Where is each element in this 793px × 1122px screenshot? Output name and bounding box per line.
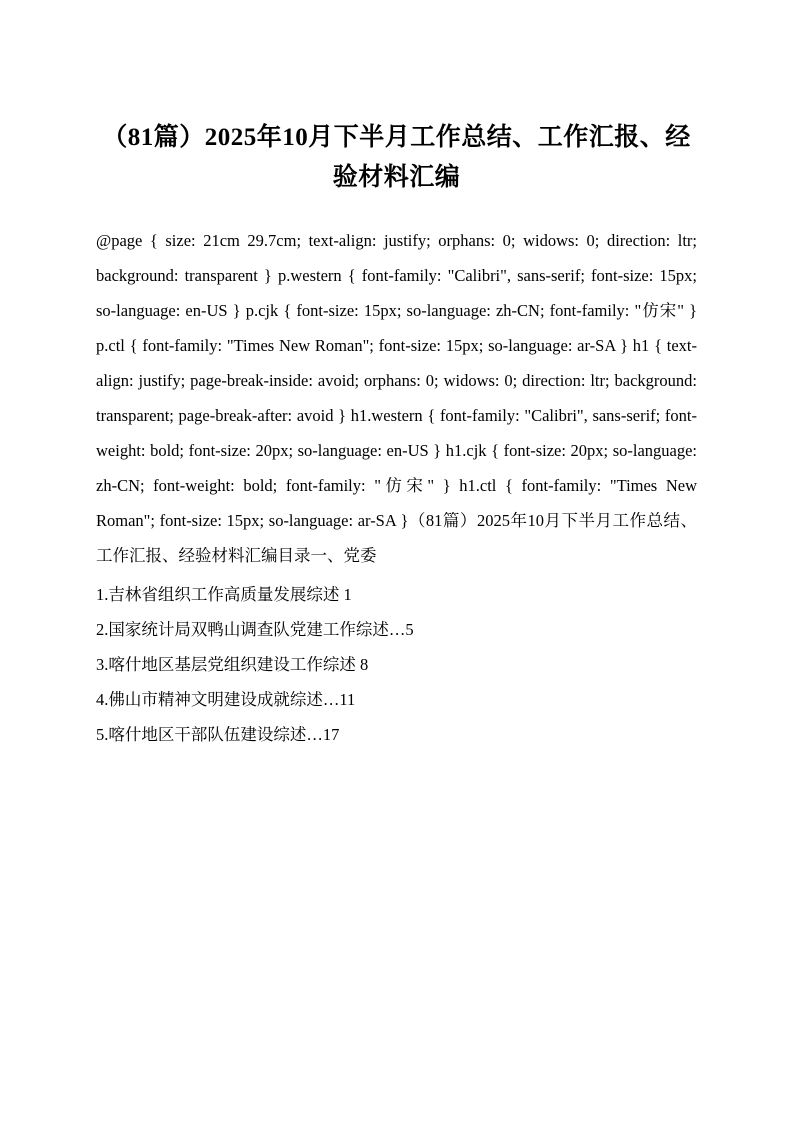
- css-style-dump-paragraph: @page { size: 21cm 29.7cm; text-align: justify; orphans: 0; widows: 0; direction: ltr; background: transparent } p.western { font-family: "Calibri", sans-serif; font-size: 15px; so-language: en-US } p.cjk { font-size: 15px; so-language: zh-CN; font-family: "仿宋" } p.ctl { font-family: "Times New Roman"; font-size: 15px; so-language: ar-SA } h1 { text-align: justify; page-break-inside: avoid; orphans: 0; widows: 0; direction: ltr; background: transparent; page-break-after: avoid } h1.western { font-family: "Calibri", sans-serif; font-weight: bold; font-size: 20px; so-language: en-US } h1.cjk { font-size: 20px; so-language: zh-CN; font-weight: bold; font-family: "仿宋" } h1.ctl { font-family: "Times New Roman"; font-size: 15px; so-language: ar-SA }（81篇）2025年10月下半月工作总结、工作汇报、经验材料汇编目录一、党委: [96, 231, 697, 565]
- toc-entry-1: 1.吉林省组织工作高质量发展综述 1: [96, 584, 352, 604]
- toc-entry-4: 4.佛山市精神文明建设成就综述…11: [96, 689, 356, 709]
- toc-entry-5: 5.喀什地区干部队伍建设综述…17: [96, 724, 340, 744]
- toc-entry-3: 3.喀什地区基层党组织建设工作综述 8: [96, 654, 369, 674]
- toc-entry-2: 2.国家统计局双鸭山调查队党建工作综述…5: [96, 619, 414, 639]
- page-title: （81篇）2025年10月下半月工作总结、工作汇报、经验材料汇编: [102, 124, 691, 191]
